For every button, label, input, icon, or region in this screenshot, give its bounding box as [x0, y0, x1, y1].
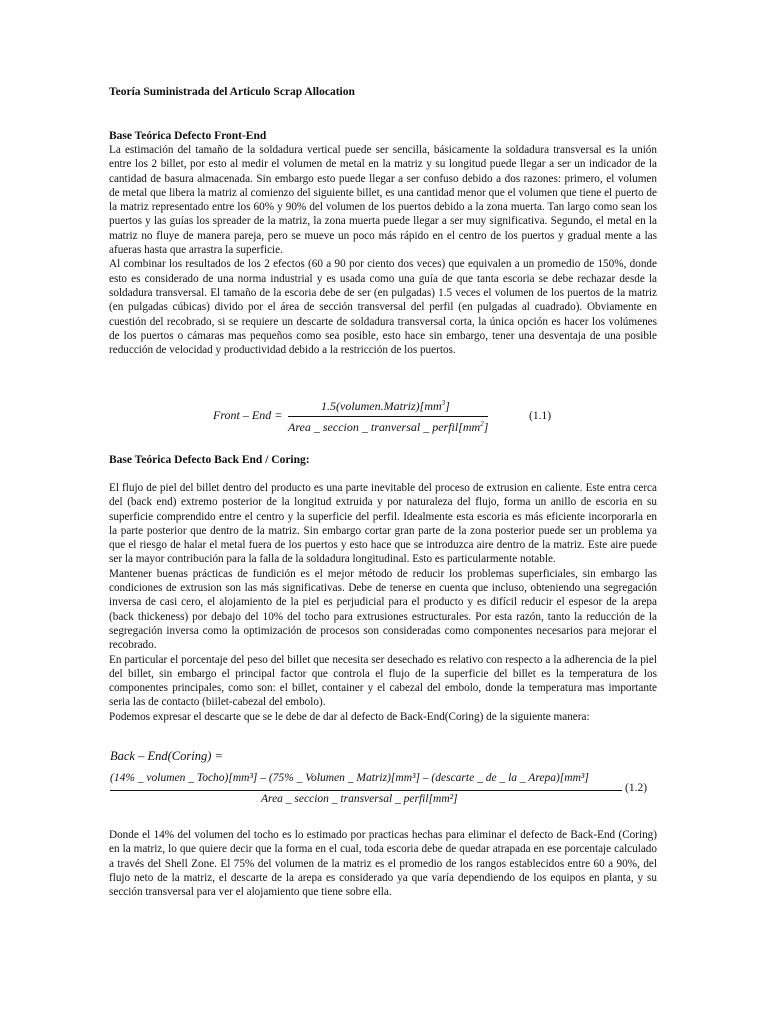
equation-1-numerator: $1.5(volumen.Matriz)[mm^3]$: [321, 399, 450, 413]
back-end-body: [109, 481, 657, 724]
back-end-paragraph-1: El flujo de piel del billet dentro del producto es una parte inevitable del proceso de extrusion en caliente. Este entra cerca del (back end) extremo posterior de la longitud extruida y por naturaleza del flujo, forma un anillo de escoria en su superficie comprendido entre el centro y la superficie del perfil. Idealmente esta escoria es más eficiente incorporarla en la parte posterior que dentro de la matriz. Sin embargo cortar gran parte de la zona posterior puede ser un problema ya que el riesgo de halar el metal fuera de los puertos y esto hace que se introduzca aire dentro de la matriz. Este aire puede ser la mayor contribución para la falla de la soldadura longitudinal. Esto es particularmente notable.: [109, 482, 657, 566]
front-end-heading: Base Teórica Defecto Front-End: [109, 130, 267, 142]
equation-1-number: (1.1): [529, 410, 552, 422]
equation-1-fraction-bar: [288, 416, 488, 417]
equation-2-number: (1.2): [625, 782, 648, 794]
front-end-paragraph-2: Al combinar los resultados de los 2 efectos (60 a 90 por ciento dos veces) que equivalen a un promedio de 150%, donde esto es considerado de una norma industrial y es usada como una guía de que tanta escoria se debe rechazar desde la soldadura transversal. El tamaño de la escoria debe de ser (en pulgadas) 1.5 veces el volumen de los puertos de la matriz (en pulgadas cúbicas) divido por el área de sección transversal del perfil (en pulgadas al cuadrado). Obviamente en cuestión del recobrado, si se requiere un descarte de soldadura transversal corta, la única opción es hacer los volúmenes de los puertos o cámaras mas pequeños como sea posible, esto hace sin embargo, tener una desventaja de una posible reducción de velocidad y productividad debido a la restricción de los puertos.: [109, 258, 657, 357]
equation-2-lhs: Back – End(Coring) =: [110, 749, 223, 763]
back-end-closing: Donde el 14% del volumen del tocho es lo estimado por practicas hechas para eliminar el defecto de Back-End (Coring) en la matriz, lo que quiere decir que la forma en el cual, toda escoria debe de quedar atrapada en ese porcentaje calculado a través del Shell Zone. El 75% del volumen de la matriz es el promedio de los rangos establecidos entre 60 a 90%, del flujo neto de la matriz, el descarte de la arepa es considerado ya que varía dependiendo de los equipos en planta, y su sección transversal para ver el alojamiento que tiene sobre ella.: [109, 829, 657, 899]
equation-2-denominator: Area _ seccion _ transversal _ perfil[mm²]: [261, 793, 458, 805]
back-end-paragraph-2: Mantener buenas prácticas de fundición es el mejor método de reducir los problemas superficiales, sin embargo las condiciones de extrusion son las más significativas. Debe de tenerse en cuenta que incluso, obteniendo una segregación inversa de casi cero, el alojamiento de la piel es perjudicial para el producto y es difícil reducir el espesor de la arepa (back thickeness) por debajo del 10% del tocho para extrusiones estructurales. Por esta razón, tanto la reducción de la segregación inversa como la optimización de procesos son consideradas como componentes necesarios para mejorar el recobrado.: [109, 567, 657, 652]
front-end-paragraph-1: La estimación del tamaño de la soldadura vertical puede ser sencilla, básicamente la soldadura transversal es la unión entre los 2 billet, por esto al medir el volumen de metal en la matriz y su longitud puede llegar a ser un indicador de la cantidad de basura almacenada. Sin embargo esto puede llegar a ser confuso debido a dos razones: primero, el volumen de metal que libera la matriz al comienzo del siguiente billet, es una cantidad menor que el volumen que tiene el puerto de la matriz representado entre los 60% y 90% del volumen de los puertos debido a la zona muerta. Tan largo como sean los puertos y las guías los spreader de la matriz, la zona muerta puede llegar a ser muy significativa. Segundo, el metal en la matriz no fluye de manera pareja, pero se mueve un poco más rápido en el centro de los puertos y gradual mente a las afueras hasta que arrastra la superficie.: [109, 144, 657, 257]
equation-2-numerator: (14% _ volumen _ Tocho)[mm³] – (75% _ Volumen _ Matriz)[mm³] – (descarte _ de _ la _ Arepa)[mm³]: [110, 772, 589, 784]
equation-1-lhs: Front – End =: [213, 408, 283, 422]
equation-2-fraction-bar: [110, 790, 622, 791]
front-end-body: [109, 143, 657, 357]
back-end-paragraph-3: En particular el porcentaje del peso del billet que necesita ser desechado es relativo con respecto a la adherencia de la piel del billet, sin embargo el principal factor que controla el flujo de la superficie del billet es la temperatura de los componentes principales, como son: el billet, container y el cabezal del embolo, donde la temperatura mas importante seria las de contacto (biilet-cabezal del embolo).: [109, 653, 657, 709]
back-end-paragraph-4: Podemos expresar el descarte que se le debe de dar al defecto de Back-End(Coring) de la siguiente manera:: [109, 710, 590, 723]
equation-1-denominator: Area _ seccion _ tranversal _ $perfil[mm^2]$: [288, 420, 489, 434]
document-title: Teoría Suministrada del Articulo Scrap Allocation: [109, 86, 355, 98]
back-end-heading: Base Teórica Defecto Back End / Coring:: [109, 454, 310, 466]
